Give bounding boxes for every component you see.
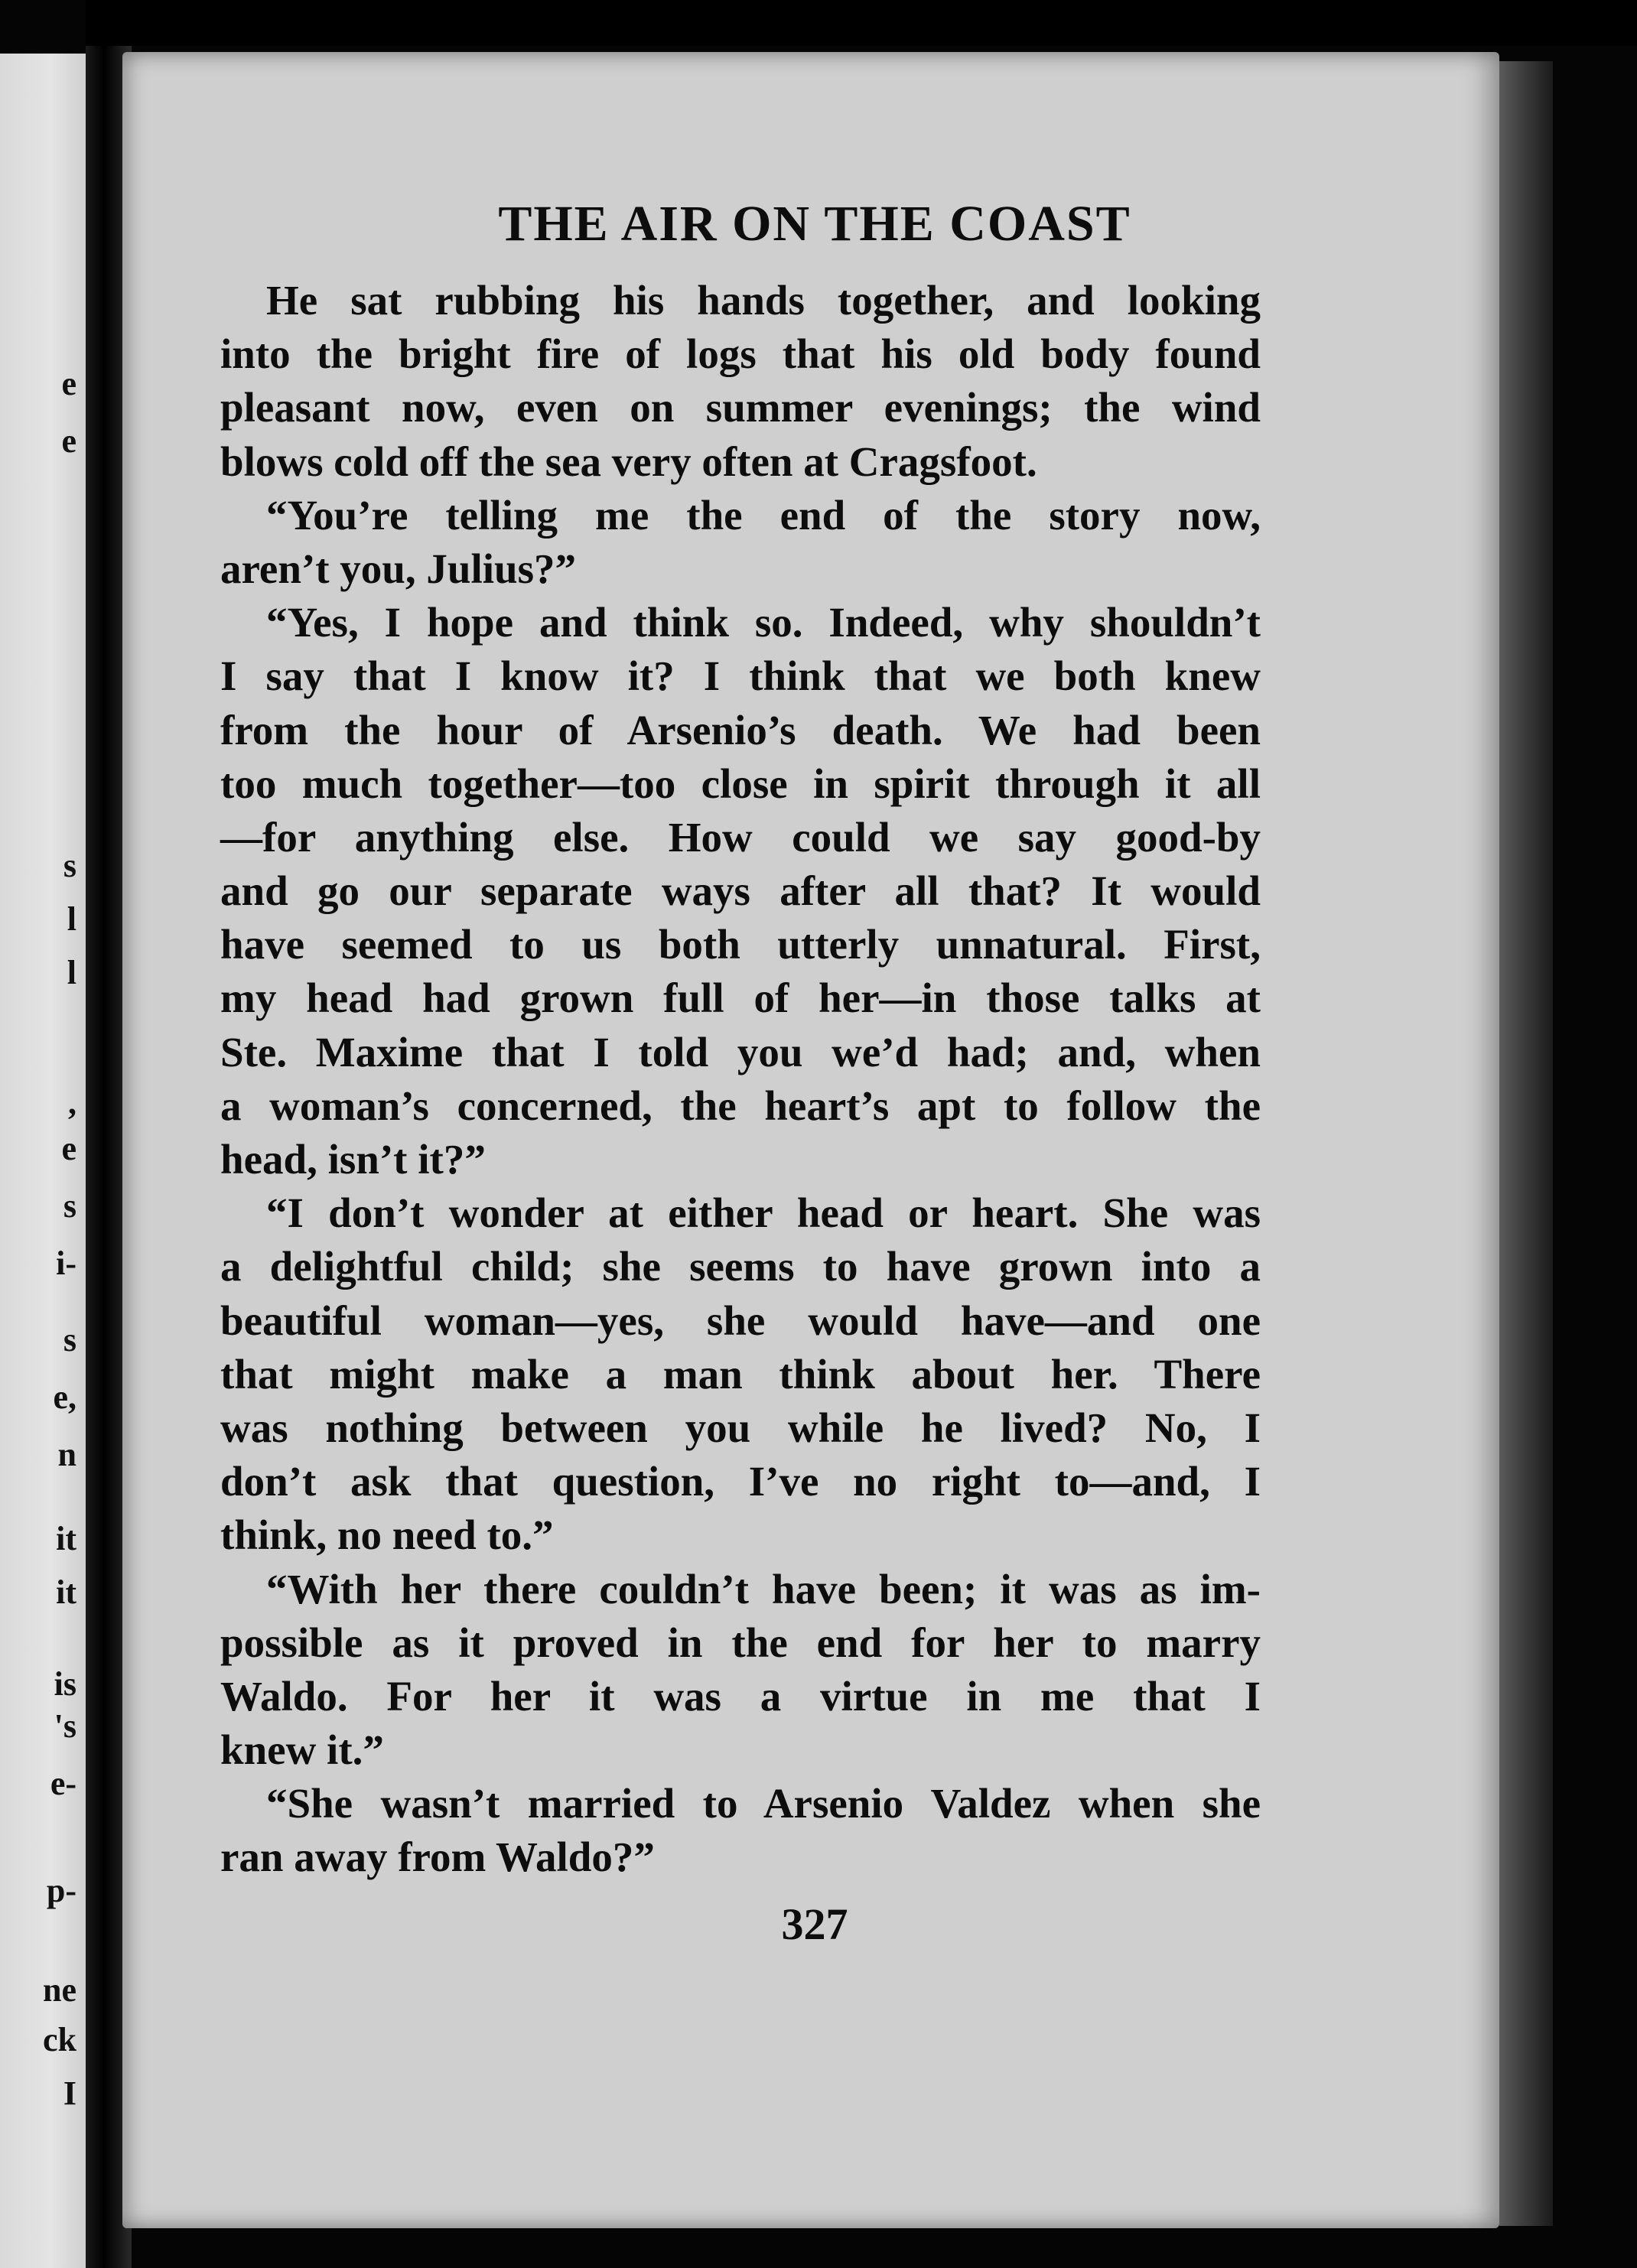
- text-line: Waldo. For her it was a virtue in me that I: [220, 1672, 1261, 1720]
- previous-page-fragment: p-: [46, 1872, 76, 1909]
- text-line: blows cold off the sea very often at Cragsfoot.: [220, 438, 1037, 485]
- text-line: He sat rubbing his hands together, and looking: [266, 277, 1261, 324]
- previous-page-edge: [0, 54, 86, 2268]
- text-line: “You’re telling me the end of the story now,: [266, 491, 1261, 539]
- previous-page-fragment: s: [63, 1187, 76, 1225]
- text-line: —for anything else. How could we say good-by: [220, 813, 1261, 861]
- previous-page-fragment: it: [56, 1573, 76, 1611]
- previous-page-fragment: I: [63, 2074, 76, 2112]
- text-line: into the bright fire of logs that his old body found: [220, 330, 1261, 378]
- previous-page-fragment: ck: [43, 2021, 76, 2058]
- text-line: think, no need to.”: [220, 1511, 554, 1559]
- previous-page-fragment: e,: [53, 1378, 76, 1416]
- text-line: that might make a man think about her. There: [220, 1350, 1261, 1398]
- text-line: aren’t you, Julius?”: [220, 545, 577, 592]
- body-text: [220, 274, 1261, 1885]
- text-line: a delightful child; she seems to have grown into a: [220, 1243, 1261, 1290]
- previous-page-fragment: s: [63, 1321, 76, 1359]
- previous-page-fragment: e: [61, 1130, 76, 1167]
- previous-page-text-fragments: [0, 54, 86, 2268]
- previous-page-fragment: ne: [43, 1971, 76, 2009]
- running-head: THE AIR ON THE COAST: [498, 196, 1131, 252]
- previous-page-fragment: 's: [54, 1707, 76, 1745]
- text-line: “I don’t wonder at either head or heart. She was: [266, 1189, 1261, 1237]
- text-line: “With her there couldn’t have been; it was as im-: [266, 1565, 1261, 1612]
- previous-page-fragment: s: [63, 847, 76, 884]
- text-line: my head had grown full of her—in those talks at: [220, 975, 1261, 1022]
- text-line: and go our separate ways after all that? It would: [220, 867, 1261, 915]
- previous-page-fragment: i-: [56, 1245, 76, 1282]
- previous-page-fragment: e: [61, 365, 76, 402]
- text-line: have seemed to us both utterly unnatural. First,: [220, 921, 1261, 968]
- page-number: 327: [781, 1899, 848, 1949]
- text-line: head, isn’t it?”: [220, 1136, 486, 1183]
- text-line: I say that I know it? I think that we both knew: [220, 652, 1261, 700]
- text-line: Ste. Maxime that I told you we’d had; and, when: [220, 1028, 1261, 1075]
- text-line: “Yes, I hope and think so. Indeed, why shouldn’t: [266, 599, 1261, 646]
- text-line: knew it.”: [220, 1726, 384, 1774]
- previous-page-fragment: ,: [68, 1084, 76, 1121]
- text-line: possible as it proved in the end for her to marry: [220, 1619, 1261, 1666]
- text-line: was nothing between you while he lived? No, I: [220, 1404, 1261, 1451]
- previous-page-fragment: e: [61, 422, 76, 460]
- text-line: too much together—too close in spirit through it all: [220, 760, 1261, 807]
- previous-page-fragment: it: [56, 1520, 76, 1557]
- text-line: ran away from Waldo?”: [220, 1834, 655, 1881]
- text-line: “She wasn’t married to Arsenio Valdez when she: [266, 1780, 1261, 1827]
- text-line: from the hour of Arsenio’s death. We had been: [220, 706, 1261, 753]
- previous-page-fragment: n: [57, 1436, 76, 1473]
- text-line: beautiful woman—yes, she would have—and one: [220, 1297, 1261, 1344]
- page-block-edge: [1499, 61, 1553, 2226]
- text-line: don’t ask that question, I’ve no right to—and, I: [220, 1458, 1261, 1505]
- previous-page-fragment: e-: [50, 1765, 76, 1802]
- previous-page-fragment: l: [67, 900, 76, 938]
- previous-page-fragment: is: [54, 1665, 76, 1703]
- text-line: a woman’s concerned, the heart’s apt to follow the: [220, 1082, 1261, 1129]
- top-border: [86, 0, 1637, 46]
- text-line: pleasant now, even on summer evenings; the wind: [220, 384, 1261, 431]
- previous-page-fragment: l: [67, 954, 76, 991]
